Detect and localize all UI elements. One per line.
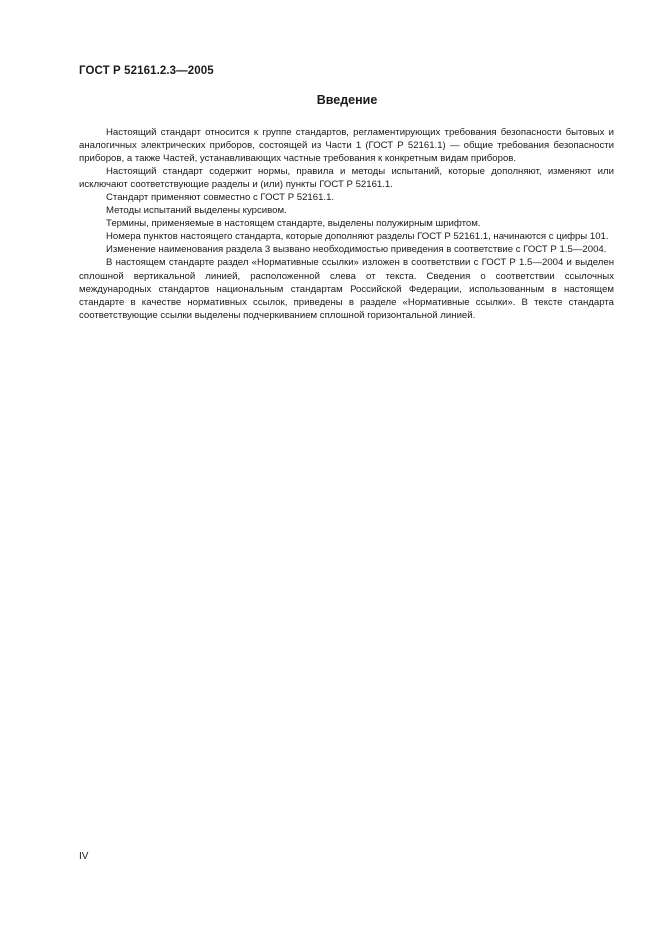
section-title: Введение [316,93,378,107]
paragraph-normative-references: В настоящем стандарте раздел «Нормативные ссылки» изложен в соответствии с ГОСТ Р 1.5—2004 и выделен сплошной вертикальной линией, расположенной слева от текста. Сведения о соответствии ссылочных международных стандартов национальным стандартам Российской Федерации, использованным в настоящем стандарте в качестве нормативных ссылок, приведены в разделе «Нормативные ссылки». В тексте стандарта соответствующие ссылки выделены подчеркиванием сплошной горизонтальной линией. [79,257,614,321]
document-code-header: ГОСТ Р 52161.2.3—2005 [79,65,214,77]
paragraph-numbering: Номера пунктов настоящего стандарта, которые дополняют разделы ГОСТ Р 52161.1, начинаются с цифры 101. [106,231,609,243]
paragraph-usage: Стандарт применяют совместно с ГОСТ Р 52161.1. [106,192,335,204]
introduction-body [79,126,614,322]
paragraph-section-rename: Изменение наименования раздела 3 вызвано необходимостью приведения в соответствие с ГОСТ Р 1.5—2004. [106,244,607,256]
page-number: IV [79,851,89,862]
paragraph-test-methods: Методы испытаний выделены курсивом. [106,205,287,217]
paragraph-terms: Термины, применяемые в настоящем стандарте, выделены полужирным шрифтом. [106,218,481,230]
paragraph-content: Настоящий стандарт содержит нормы, правила и методы испытаний, которые дополняют, изменяют или исключают соответствующие разделы и (или) пункты ГОСТ Р 52161.1. [79,166,614,191]
paragraph-scope: Настоящий стандарт относится к группе стандартов, регламентирующих требования безопасности бытовых и аналогичных электрических приборов, состоящей из Части 1 (ГОСТ Р 52161.1) — общие требования безопасности приборов, а также Частей, устанавливающих частные требования к конкретным видам приборов. [79,127,614,165]
